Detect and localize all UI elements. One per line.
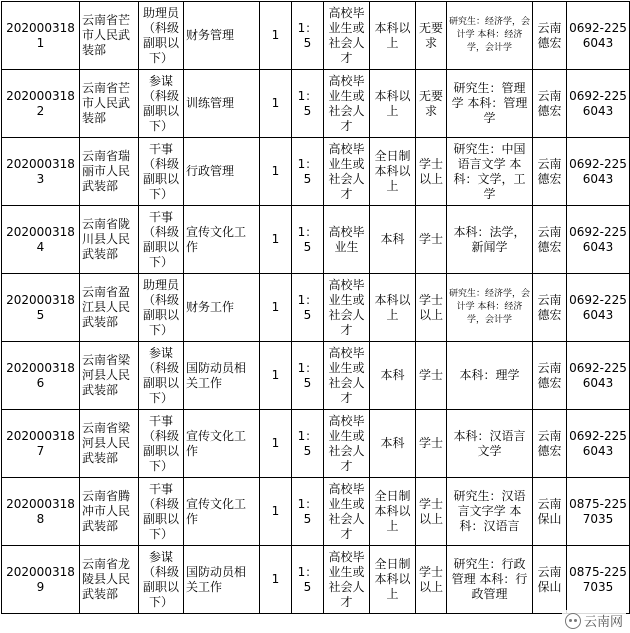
position-title-cell: 参谋（科级副职以下） [139,70,184,138]
duty-description-cell: 宣传文化工作 [184,410,260,478]
region-cell: 云南德宏 [533,410,567,478]
exam-ratio-cell: 1：5 [292,478,324,546]
candidate-source-cell: 高校毕业生 [324,206,370,274]
region-cell: 云南德宏 [533,342,567,410]
region-cell: 云南德宏 [533,274,567,342]
degree-requirement-cell: 学士以上 [416,478,447,546]
unit-name-cell: 云南省腾冲市人民武装部 [80,478,139,546]
position-code-cell: 2020003183 [2,138,80,206]
duty-description-cell: 行政管理 [184,138,260,206]
major-requirement-cell: 研究生：中国语言文学 本科：文学，工学 [447,138,533,206]
hire-count-cell: 1 [260,274,292,342]
major-requirement-cell: 研究生：汉语言文字学 本科：汉语言 [447,478,533,546]
duty-description-cell: 国防动员相关工作 [184,546,260,614]
unit-name-cell: 云南省盈江县人民武装部 [80,274,139,342]
education-requirement-cell: 本科 [370,342,416,410]
position-title-cell: 助理员（科级副职以下） [139,2,184,70]
contact-phone-cell: 0875-2257035 [567,478,630,546]
degree-requirement-cell: 学士 [416,342,447,410]
education-requirement-cell: 本科以上 [370,70,416,138]
contact-phone-cell: 0692-2256043 [567,206,630,274]
table-row [2,206,630,274]
table-row [2,546,630,614]
table-row [2,342,630,410]
position-title-cell: 助理员（科级副职以下） [139,274,184,342]
position-code-cell: 2020003187 [2,410,80,478]
education-requirement-cell: 全日制本科以上 [370,478,416,546]
duty-description-cell: 财务工作 [184,274,260,342]
exam-ratio-cell: 1：5 [292,342,324,410]
duty-description-cell: 国防动员相关工作 [184,342,260,410]
duty-description-cell: 财务管理 [184,2,260,70]
degree-requirement-cell: 学士 [416,206,447,274]
major-requirement-cell: 本科：汉语言文学 [447,410,533,478]
degree-requirement-cell: 学士以上 [416,546,447,614]
exam-ratio-cell: 1：5 [292,206,324,274]
candidate-source-cell: 高校毕业生或社会人才 [324,274,370,342]
hire-count-cell: 1 [260,138,292,206]
contact-phone-cell: 0692-2256043 [567,70,630,138]
major-requirement-cell: 研究生：行政管理 本科：行政管理 [447,546,533,614]
candidate-source-cell: 高校毕业生或社会人才 [324,546,370,614]
unit-name-cell: 云南省陇川县人民武装部 [80,206,139,274]
exam-ratio-cell: 1：5 [292,274,324,342]
position-code-cell: 2020003182 [2,70,80,138]
major-requirement-cell: 本科：法学，新闻学 [447,206,533,274]
candidate-source-cell: 高校毕业生或社会人才 [324,70,370,138]
table-row [2,410,630,478]
education-requirement-cell: 本科以上 [370,274,416,342]
major-requirement-cell: 本科：理学 [447,342,533,410]
candidate-source-cell: 高校毕业生或社会人才 [324,342,370,410]
position-code-cell: 2020003189 [2,546,80,614]
position-title-cell: 干事（科级副职以下） [139,478,184,546]
contact-phone-cell: 0692-2256043 [567,274,630,342]
hire-count-cell: 1 [260,70,292,138]
watermark [562,610,626,631]
position-title-cell: 干事（科级副职以下） [139,206,184,274]
contact-phone-cell: 0692-2256043 [567,138,630,206]
table-row [2,478,630,546]
table-row [2,138,630,206]
position-code-cell: 2020003184 [2,206,80,274]
unit-name-cell: 云南省瑞丽市人民武装部 [80,138,139,206]
contact-phone-cell: 0692-2256043 [567,342,630,410]
contact-phone-cell: 0875-2257035 [567,546,630,614]
candidate-source-cell: 高校毕业生或社会人才 [324,138,370,206]
duty-description-cell: 宣传文化工作 [184,206,260,274]
region-cell: 云南德宏 [533,206,567,274]
recruitment-table [1,1,630,614]
hire-count-cell: 1 [260,206,292,274]
exam-ratio-cell: 1：5 [292,138,324,206]
unit-name-cell: 云南省梁河县人民武装部 [80,342,139,410]
education-requirement-cell: 全日制本科以上 [370,546,416,614]
position-code-cell: 2020003188 [2,478,80,546]
hire-count-cell: 1 [260,342,292,410]
hire-count-cell: 1 [260,478,292,546]
candidate-source-cell: 高校毕业生或社会人才 [324,2,370,70]
hire-count-cell: 1 [260,410,292,478]
candidate-source-cell: 高校毕业生或社会人才 [324,478,370,546]
contact-phone-cell: 0692-2256043 [567,2,630,70]
degree-requirement-cell: 无要求 [416,2,447,70]
exam-ratio-cell: 1：5 [292,410,324,478]
position-title-cell: 干事（科级副职以下） [139,410,184,478]
exam-ratio-cell: 1：5 [292,70,324,138]
position-code-cell: 2020003186 [2,342,80,410]
exam-ratio-cell: 1：5 [292,2,324,70]
position-title-cell: 干事（科级副职以下） [139,138,184,206]
education-requirement-cell: 本科以上 [370,2,416,70]
contact-phone-cell: 0692-2256043 [567,410,630,478]
region-cell: 云南保山 [533,478,567,546]
degree-requirement-cell: 学士以上 [416,138,447,206]
candidate-source-cell: 高校毕业生或社会人才 [324,410,370,478]
unit-name-cell: 云南省芒市人民武装部 [80,2,139,70]
wechat-icon [565,613,581,629]
hire-count-cell: 1 [260,2,292,70]
hire-count-cell: 1 [260,546,292,614]
table-body [2,2,630,614]
watermark-text: 云南网 [583,615,623,630]
education-requirement-cell: 全日制本科以上 [370,138,416,206]
position-title-cell: 参谋（科级副职以下） [139,342,184,410]
duty-description-cell: 宣传文化工作 [184,478,260,546]
duty-description-cell: 训练管理 [184,70,260,138]
region-cell: 云南德宏 [533,2,567,70]
region-cell: 云南德宏 [533,70,567,138]
region-cell: 云南保山 [533,546,567,614]
position-code-cell: 2020003185 [2,274,80,342]
table-row [2,2,630,70]
education-requirement-cell: 本科 [370,206,416,274]
major-requirement-cell: 研究生：经济学，会计学 本科：经济学，会计学 [447,2,533,70]
major-requirement-cell: 研究生：管理学 本科：管理学 [447,70,533,138]
unit-name-cell: 云南省芒市人民武装部 [80,70,139,138]
region-cell: 云南德宏 [533,138,567,206]
position-code-cell: 2020003181 [2,2,80,70]
unit-name-cell: 云南省梁河县人民武装部 [80,410,139,478]
position-title-cell: 参谋（科级副职以下） [139,546,184,614]
degree-requirement-cell: 学士 [416,410,447,478]
exam-ratio-cell: 1：5 [292,546,324,614]
education-requirement-cell: 本科 [370,410,416,478]
table-row [2,70,630,138]
degree-requirement-cell: 无要求 [416,70,447,138]
major-requirement-cell: 研究生：经济学，会计学 本科：经济学，会计学 [447,274,533,342]
table-row [2,274,630,342]
degree-requirement-cell: 学士以上 [416,274,447,342]
unit-name-cell: 云南省龙陵县人民武装部 [80,546,139,614]
